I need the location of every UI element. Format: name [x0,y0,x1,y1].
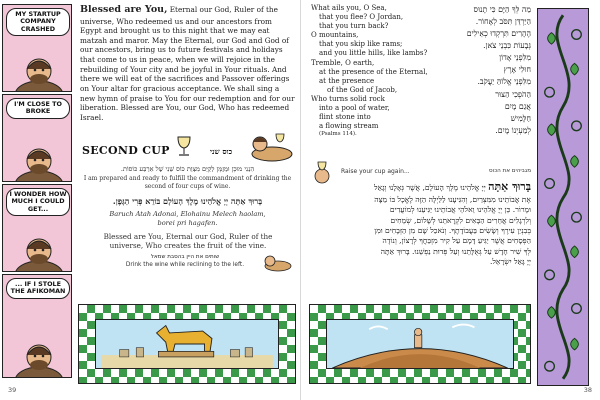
hebrew-text: יְיָ אֱלֹהֵינוּ מֶלֶךְ הָעוֹלָם, אֲשֶׁר גְּאָלָנוּ וְגָאַל [374,183,486,192]
psalm-line: and you little hills, like lambs? [319,49,428,58]
raise-cup-hebrew: מגביהים את הכוס [489,168,531,174]
right-page [300,0,600,400]
psalm-line: that you skip like rams; [319,40,403,49]
comic-panel-2 [2,94,72,182]
redemption-blessing-hebrew [309,180,531,267]
blessing-opening: Blessed are You, [80,4,168,15]
page-number: 39 [8,386,17,394]
hebrew-line: בְּבִנְיַן עִירֶךָ וְשָׂשִׂים בַּעֲבוֹדָתֶךָ. וְנֹאכַל שָׁם מִן הַזְּבָחִים וּמִן [374,225,531,235]
psalm-line: Tremble, O earth, [311,58,375,67]
psalm-hebrew-line: מִלִּפְנֵי אֱלוֹהַּ יַעֲקֹב. [477,77,531,87]
psalm-line: that you flee? O Jordan, [319,13,404,22]
psalm-line: O mountains, [311,31,359,40]
second-cup-title: SECOND CUP [82,144,170,157]
psalm-line: What ails you, O Sea, [311,4,387,12]
reclining-man-icon [246,126,294,162]
cartoon-man-icon [11,335,67,378]
wine-blessing-transliteration: Baruch Atah Adonai, Elohainu Melech haolam, borei pri hagafen. [109,210,266,227]
psalm-hebrew-line: לְמַעְיְנוֹ מָיִם. [495,125,531,135]
psalm-hebrew-line: גְּבָעוֹת כִּבְנֵי צֹאן. [483,41,531,51]
psalm-line: a flowing stream [319,122,379,131]
psalm-line: Who turns solid rock [311,94,385,103]
hebrew-line: הַפְּסָחִים אֲשֶׁר יַגִּיעַ דָּמָם עַל קִיר מִזְבַּחֲךָ לְרָצוֹן, וְנוֹדֶה [382,236,531,246]
cartoon-man-icon [11,229,67,272]
psalm-hebrew-line: אֲגַם מָיִם [504,101,531,111]
illustration-frame [326,319,514,369]
psalm-hebrew-line: הַהֹפְכִי הַצּוּר [495,89,531,99]
vine-icon [538,9,588,385]
cartoon-man-icon [11,49,67,92]
psalm-line: into a pool of water, [319,104,390,113]
comic-panel-1 [2,4,72,92]
golden-calf-icon [96,320,278,368]
comic-panel-4 [2,274,72,378]
psalm-reference: (Psalms 114). [319,131,357,138]
psalm-hebrew-line: מַה לְּךָ הַיָּם כִּי תָנוּס [473,5,531,14]
second-cup-hebrew-title: כוס שני [210,147,233,156]
golden-calf-illustration [78,304,296,384]
hebrew-line [309,180,531,195]
instruction-hebrew: שותים את היין בהסבת שמאל [150,254,220,260]
redemption-blessing [80,4,295,122]
cartoon-man-icon [11,139,67,182]
raise-cup-instruction: Raise your cup again... [341,168,410,175]
psalm-line: at the presence [319,76,375,85]
psalm-english [311,4,446,138]
illustration-frame [95,319,279,369]
blessing-text: Eternal our God, Ruler of the universe, Who redeemed us and our ancestors from Egypt and brought us to this night that we may eat matzah and maror. May the Eternal, our God and God of our ancestors, bring us to future festivals and holidays that come to us in peace, when we will rejoice in the rebuilding of Your city and be joyful in Your rituals. And there we will eat of the sacrifices and Passover offerings on Your altar for gracious acceptance. We shall sing a new hymn of praise to You for our redemption and for our liberation. Blessed are You, our God, Who has redeemed Israel. [80,5,295,122]
comic-panel-3 [2,184,72,272]
vine-border [537,8,589,386]
hill-icon [327,320,513,368]
psalm-hebrew [441,4,531,137]
page-number: 38 [583,386,592,394]
hebrew-line: וְלִרְגָלִים אֲחֵרִים הַבָּאִים לִקְרָאתֵנוּ לְשָׁלוֹם, שְׂמֵחִים [390,215,531,225]
wine-blessing-hebrew: בָּרוּךְ אַתָּה יְיָ אֱלֹהֵינוּ מֶלֶךְ הָעוֹלָם בּוֹרֵא פְּרִי הַגָּפֶן. [112,196,263,206]
hebrew-line: וּמָרוֹר. כֵּן יְיָ אֱלֹהֵינוּ וֵאלֹהֵי אֲבוֹתֵינוּ יַגִּיעֵנוּ לְמוֹעֲדִים [389,205,531,215]
hebrew-line: אֶת אֲבוֹתֵינוּ מִמִּצְרַיִם, וְהִגִּיעָנוּ לַלַּיְלָה הַזֶּה לֶאֱכָל בּוֹ מַצָּה [374,194,531,204]
hebrew-line: לְּךָ שִׁיר חָדָשׁ עַל גְּאֻלָּתֵנוּ וְעַל פְּדוּת נַפְשֵׁנוּ. בָּרוּךְ אַתָּה [380,246,531,256]
psalm-hebrew-line: הַיַּרְדֵּן תִּסֹּב לְאָחוֹר. [475,17,531,27]
psalm-hebrew-line: מִלִּפְנֵי אָדוֹן [499,53,531,63]
wine-cup-icon [172,134,200,158]
psalm-hebrew-line: חַלָּמִישׁ [510,113,531,123]
wine-blessing-english: Blessed are You, Eternal our God, Ruler of the universe, Who creates the fruit of the vine. [103,232,273,251]
psalm-hebrew-line: חוּלִי אָרֶץ [503,65,531,75]
reclining-man-icon [262,250,292,272]
mountain-illustration [309,304,531,384]
psalm-line: at the presence of the Eternal, [319,67,428,76]
psalm-line: of the God of Jacob, [327,85,398,94]
intent-english: I am prepared and ready to fulfill the commandment of drinking the second of four cups of wine. [83,175,292,190]
speech-bubble: I WONDER HOW MUCH I COULD GET... [6,188,70,216]
psalm-line: flint stone into [319,113,371,122]
speech-bubble: I'M CLOSE TO BROKE [6,98,70,119]
psalm-line: that you turn back? [319,22,389,31]
speech-bubble: MY STARTUP COMPANY CRASHED [6,8,70,36]
psalm-hebrew-line: הֶהָרִים תִּרְקְדוּ כְאֵילִים [466,29,531,39]
speech-bubble: ... IF I STOLE THE AFIKOMAN [6,278,70,299]
baruch-heading: בָּרוּךְ אַתָּה [488,180,531,193]
intent-hebrew: הִנְנִי מוּכָן וּמְזֻמָּן לְקַיֵּם מִצְוַת כּוֹס שֵׁנִי שֶׁל אַרְבַּע כּוֹסוֹת. [120,165,255,173]
instruction-english: Drink the wine while reclining to the left. [125,262,245,268]
hebrew-line: יְיָ גָּאַל יִשְׂרָאֵל. [489,256,531,266]
